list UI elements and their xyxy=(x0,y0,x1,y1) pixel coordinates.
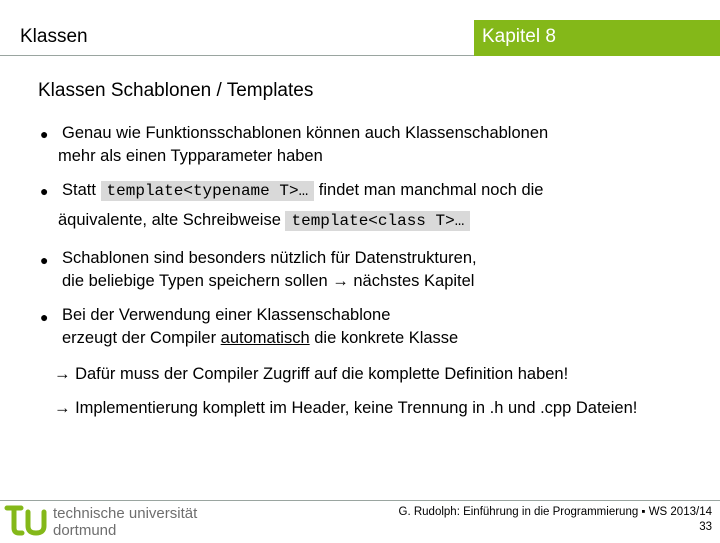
footer-credit xyxy=(399,505,712,535)
bullet-dot-icon: ● xyxy=(40,309,49,325)
tu-logo-icon xyxy=(4,502,50,543)
footer-course: G. Rudolph: Einführung in die Programmierung ▪ WS 2013/14 xyxy=(398,506,712,518)
bullet-3-line-2: die beliebige Typen speichern sollen → nächstes Kapitel xyxy=(62,272,475,290)
bullet-2-pre: Statt xyxy=(62,181,96,199)
chapter-label: Kapitel 8 xyxy=(482,26,556,47)
bullet-3 xyxy=(40,247,477,293)
bullet-4-pre: erzeugt der Compiler xyxy=(62,329,217,347)
bullet-dot-icon: ● xyxy=(40,252,49,268)
university-name xyxy=(53,505,197,539)
bullet-4 xyxy=(40,304,458,350)
footer-divider xyxy=(0,500,720,501)
bullet-4-post: die konkrete Klasse xyxy=(314,329,459,347)
bullet-2-line-1 xyxy=(40,179,543,203)
bullet-4-underlined: automatisch xyxy=(220,329,310,347)
bullet-4-line-1: Bei der Verwendung einer Klassenschablone xyxy=(62,306,391,324)
arrow-note-1: → Dafür muss der Compiler Zugriff auf die komplette Definition haben! xyxy=(54,365,569,383)
bullet-4-line-2 xyxy=(40,327,458,350)
bullet-2-line2-text: äquivalente, alte Schreibweise xyxy=(58,211,281,229)
code-class: template<class T>… xyxy=(285,211,470,231)
slide-title: Klassen Schablonen / Templates xyxy=(38,80,314,101)
university-line-2: dortmund xyxy=(53,522,117,539)
bullet-1-line-2: mehr als einen Typparameter haben xyxy=(58,147,323,165)
bullet-3-line-1: Schablonen sind besonders nützlich für Datenstrukturen, xyxy=(62,249,477,267)
arrow-note-2: → Implementierung komplett im Header, keine Trennung in .h und .cpp Dateien! xyxy=(54,399,638,417)
bullet-1-line-1: Genau wie Funktionsschablonen können auch Klassenschablonen xyxy=(62,124,549,142)
header-title: Klassen xyxy=(20,26,88,47)
bullet-1 xyxy=(40,122,548,168)
header-bar xyxy=(0,20,474,56)
chapter-badge xyxy=(474,20,720,56)
bullet-2-line-2 xyxy=(40,209,543,233)
page-number: 33 xyxy=(699,521,712,533)
bullet-2-mid: findet man manchmal noch die xyxy=(318,181,544,199)
bullet-dot-icon: ● xyxy=(40,183,49,199)
university-line-1: technische universität xyxy=(53,505,198,522)
bullet-dot-icon: ● xyxy=(40,126,49,142)
code-typename: template<typename T>… xyxy=(101,181,315,201)
bullet-2 xyxy=(40,179,543,233)
